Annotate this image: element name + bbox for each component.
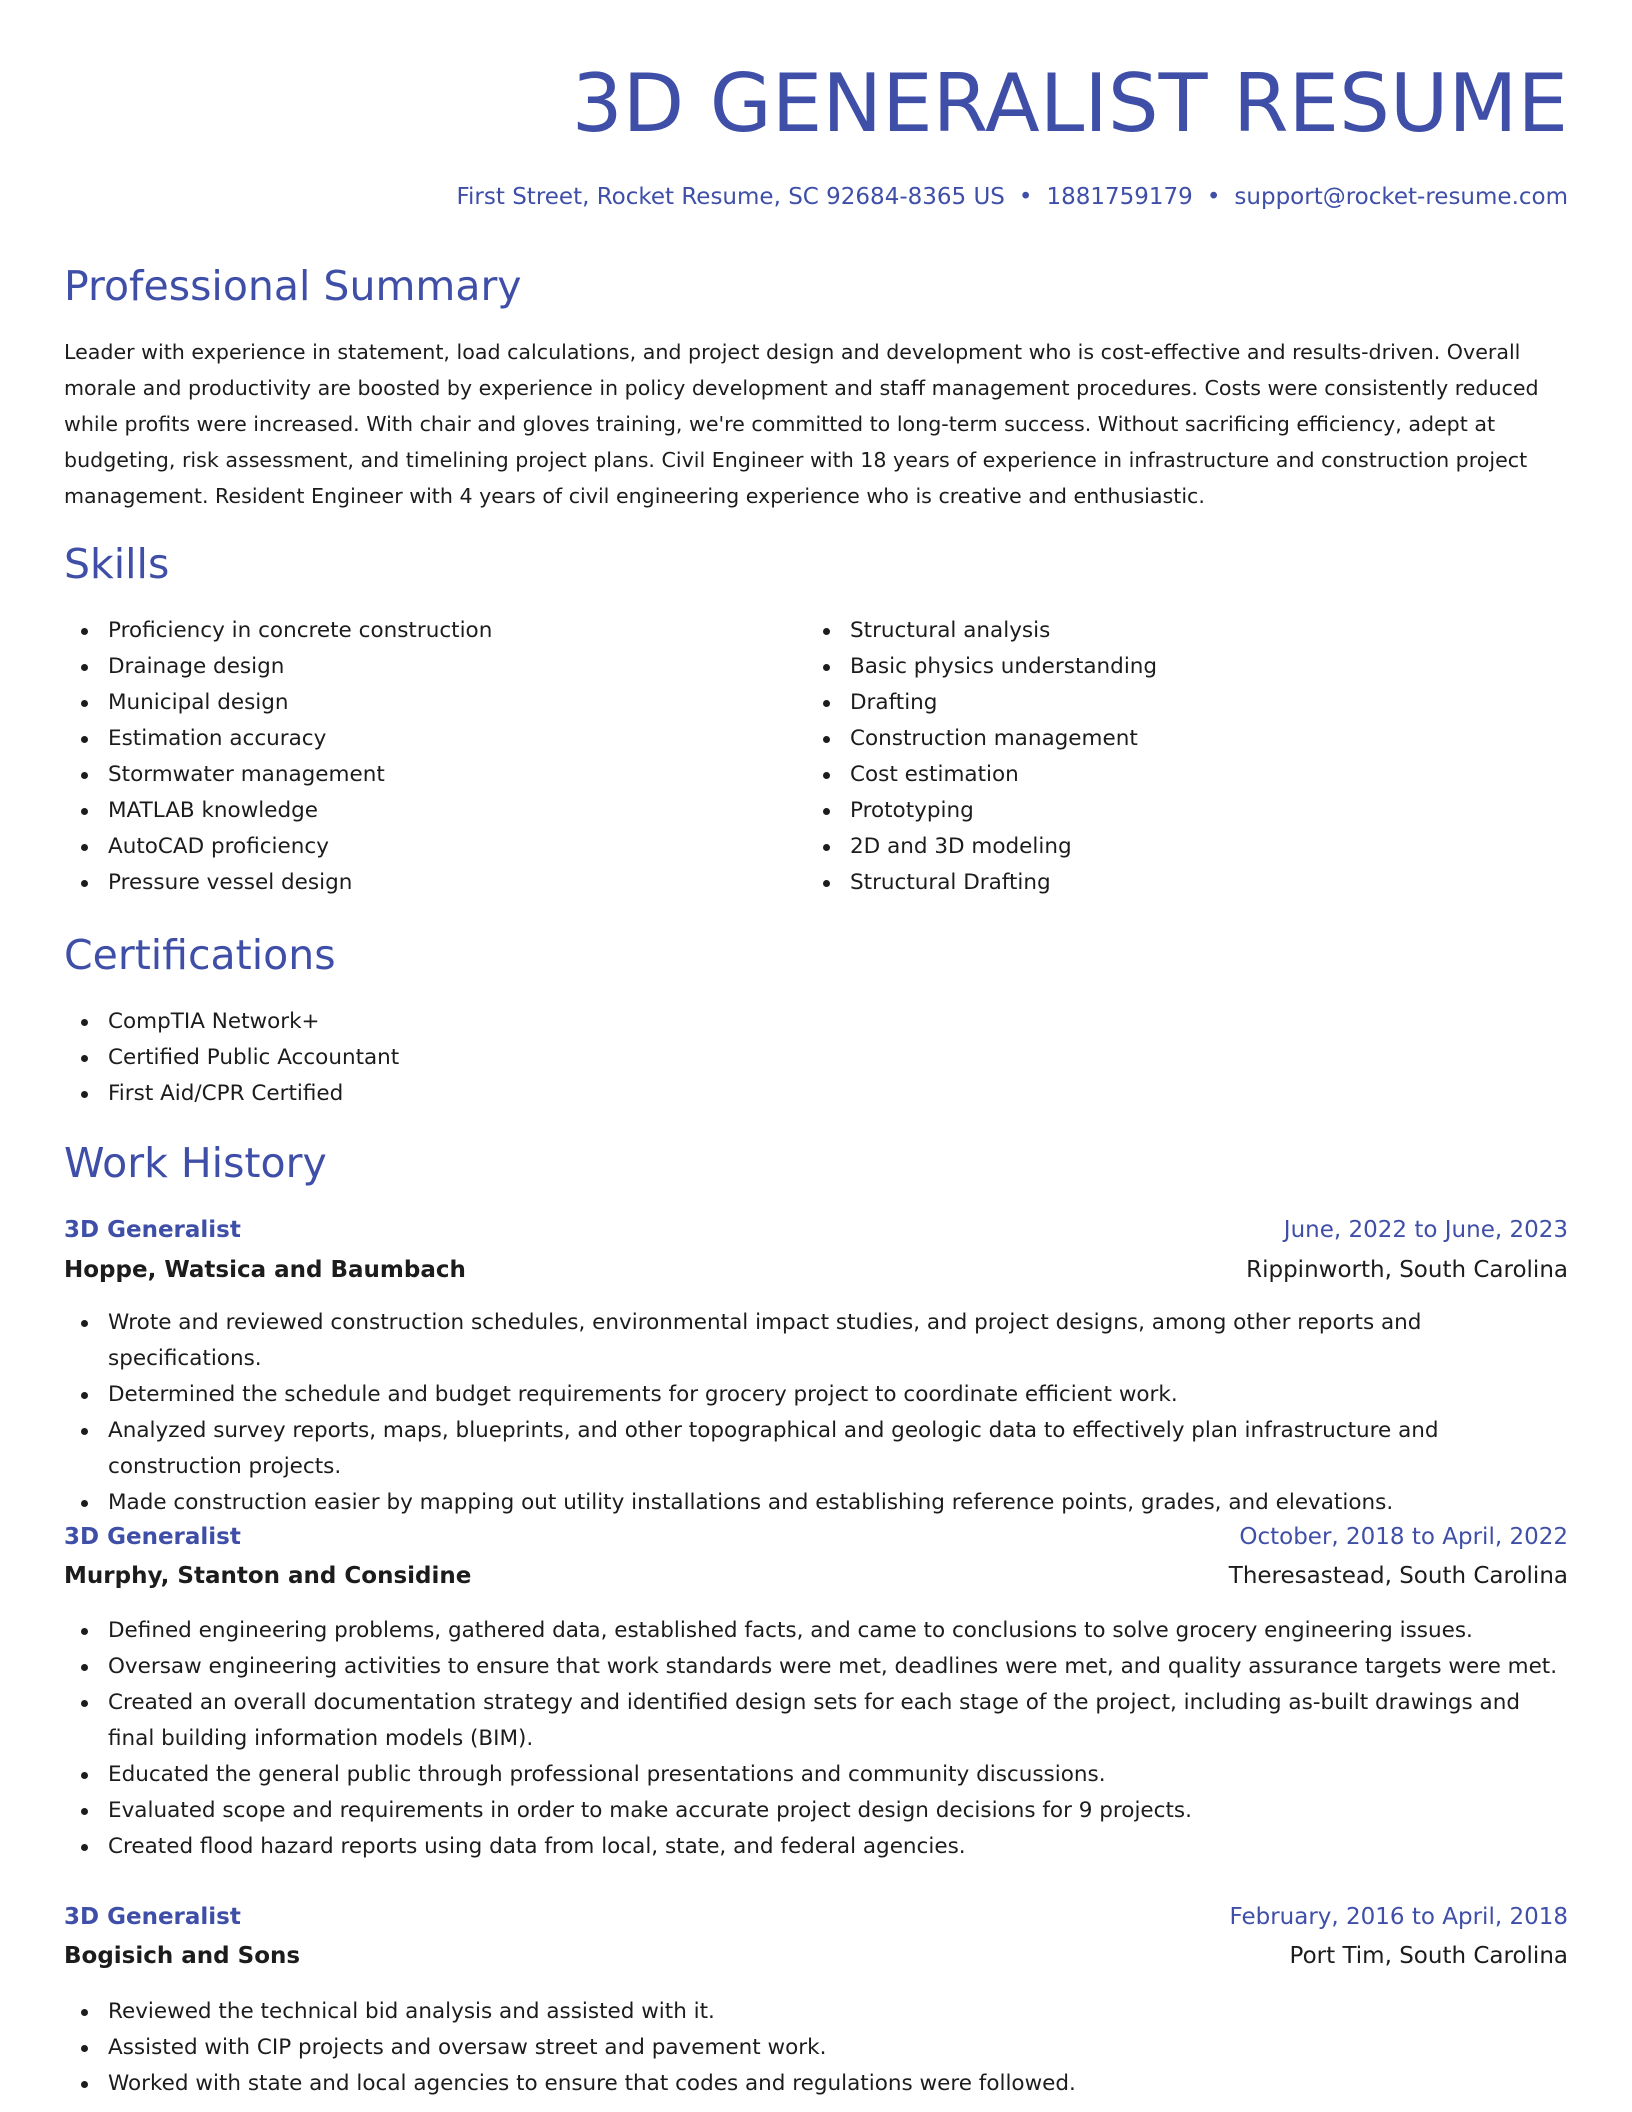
summary-text: Leader with experience in statement, load calculations, and project design and development who is cost-effective and results-driven. Overall morale and productivity are boosted by experience in policy development and staff management procedures. Costs were consistently reduced while profits were increased. With chair and gloves training, we're committed to long-term success. Without sacrificing efficiency, adept at budgeting, risk assessment, and timelining project plans. Civil Engineer with 18 years of experience in infrastructure and construction project management. Resident Engineer with 4 years of civil engineering experience who is creative and enthusiastic. (64, 340, 1539, 508)
skill-item: 2D and 3D modeling (806, 829, 1546, 865)
bullet-dot (81, 1091, 88, 1098)
bullet-dot (81, 1772, 88, 1779)
job-duty-item: Oversaw engineering activities to ensure that work standards were met, deadlines were met, and quality assurance targets were met. (64, 1649, 1568, 1685)
bullet-dot (823, 808, 830, 815)
certification-item: First Aid/CPR Certified (64, 1076, 1568, 1112)
certifications-heading: Certifications (64, 931, 336, 979)
contact-separator: • (1206, 184, 1221, 210)
bullet-dot (81, 2081, 88, 2088)
bullet-dot (823, 664, 830, 671)
bullet-dot (81, 1664, 88, 1671)
skill-item: Drainage design (64, 649, 804, 685)
skill-item: Structural Drafting (806, 865, 1546, 901)
bullet-dot (823, 844, 830, 851)
bullet-dot (81, 1808, 88, 1815)
contact-separator: • (1018, 184, 1033, 210)
job-duty-item: Assisted with CIP projects and oversaw street and pavement work. (64, 2030, 1568, 2066)
skill-item: Basic physics understanding (806, 649, 1546, 685)
skill-item: Stormwater management (64, 757, 804, 793)
skills-heading: Skills (64, 540, 170, 588)
job-duty-item: Evaluated scope and requirements in order to make accurate project design decisions for 9 projects. (64, 1793, 1568, 1829)
skill-item: Proficiency in concrete construction (64, 613, 804, 649)
job-duty-item: Created an overall documentation strategy and identified design sets for each stage of the project, including as-built drawings and final building information models (BIM). (64, 1685, 1568, 1757)
contact-line (456, 180, 1568, 214)
bullet-dot (81, 1019, 88, 1026)
certification-item: Certified Public Accountant (64, 1040, 1568, 1076)
job-duty-item: Wrote and reviewed construction schedules, environmental impact studies, and project designs, among other reports and specifications. (64, 1305, 1568, 1377)
job-duties-list (64, 1305, 1568, 1521)
bullet-dot (81, 808, 88, 815)
bullet-dot (823, 700, 830, 707)
job-duty-item: Defined engineering problems, gathered data, established facts, and came to conclusions to solve grocery engineering issues. (64, 1613, 1568, 1649)
resume-title: 3D GENERALIST RESUME (571, 57, 1568, 150)
bullet-dot (823, 772, 830, 779)
bullet-dot (81, 1055, 88, 1062)
job-company: Murphy, Stanton and Considine (64, 1563, 472, 1589)
certification-item: CompTIA Network+ (64, 1004, 1568, 1040)
bullet-dot (823, 628, 830, 635)
job-role: 3D Generalist (64, 1904, 241, 1930)
bullet-dot (81, 1428, 88, 1435)
contact-email: support@rocket-resume.com (1234, 184, 1568, 210)
job-company: Hoppe, Watsica and Baumbach (64, 1257, 466, 1283)
job-company: Bogisich and Sons (64, 1943, 301, 1969)
job-role: 3D Generalist (64, 1524, 241, 1550)
bullet-dot (81, 772, 88, 779)
bullet-dot (81, 1320, 88, 1327)
job-location: Rippinworth, South Carolina (1246, 1257, 1568, 1283)
job-duty-item: Made construction easier by mapping out utility installations and establishing reference points, grades, and elevations. (64, 1485, 1568, 1521)
certifications-list (64, 1004, 1568, 1112)
bullet-dot (81, 1628, 88, 1635)
skill-item: Prototyping (806, 793, 1546, 829)
skill-item: Estimation accuracy (64, 721, 804, 757)
bullet-dot (81, 2009, 88, 2016)
bullet-dot (81, 1700, 88, 1707)
bullet-dot (81, 1844, 88, 1851)
bullet-dot (81, 628, 88, 635)
contact-phone: 1881759179 (1046, 184, 1193, 210)
skill-item: Pressure vessel design (64, 865, 804, 901)
skill-item: MATLAB knowledge (64, 793, 804, 829)
bullet-dot (81, 1500, 88, 1507)
bullet-dot (823, 880, 830, 887)
job-role: 3D Generalist (64, 1217, 241, 1243)
job-dates: February, 2016 to April, 2018 (1229, 1904, 1568, 1930)
job-duties-list (64, 1994, 1568, 2102)
bullet-dot (81, 664, 88, 671)
job-duty-item: Educated the general public through professional presentations and community discussions. (64, 1757, 1568, 1793)
bullet-dot (81, 844, 88, 851)
skill-item: Construction management (806, 721, 1546, 757)
job-location: Port Tim, South Carolina (1289, 1943, 1568, 1969)
skill-item: Municipal design (64, 685, 804, 721)
bullet-dot (81, 700, 88, 707)
job-location: Theresastead, South Carolina (1228, 1563, 1568, 1589)
job-duty-item: Determined the schedule and budget requirements for grocery project to coordinate efficient work. (64, 1377, 1568, 1413)
contact-address: First Street, Rocket Resume, SC 92684-8365 US (456, 184, 1005, 210)
skills-list-right (806, 613, 1546, 901)
job-duty-item: Reviewed the technical bid analysis and assisted with it. (64, 1994, 1568, 2030)
job-duty-item: Analyzed survey reports, maps, blueprints, and other topographical and geologic data to effectively plan infrastructure and construction projects. (64, 1413, 1568, 1485)
skills-list-left (64, 613, 804, 901)
skill-item: Drafting (806, 685, 1546, 721)
work-history-heading: Work History (64, 1139, 327, 1187)
bullet-dot (81, 880, 88, 887)
skill-item: Cost estimation (806, 757, 1546, 793)
bullet-dot (81, 1392, 88, 1399)
bullet-dot (823, 736, 830, 743)
job-duty-item: Worked with state and local agencies to ensure that codes and regulations were followed. (64, 2066, 1568, 2102)
job-duty-item: Created flood hazard reports using data from local, state, and federal agencies. (64, 1829, 1568, 1865)
summary-heading: Professional Summary (64, 262, 522, 310)
skill-item: AutoCAD proficiency (64, 829, 804, 865)
skill-item: Structural analysis (806, 613, 1546, 649)
bullet-dot (81, 736, 88, 743)
job-dates: June, 2022 to June, 2023 (1283, 1217, 1568, 1243)
bullet-dot (81, 2045, 88, 2052)
job-dates: October, 2018 to April, 2022 (1239, 1524, 1568, 1550)
job-duties-list (64, 1613, 1568, 1865)
